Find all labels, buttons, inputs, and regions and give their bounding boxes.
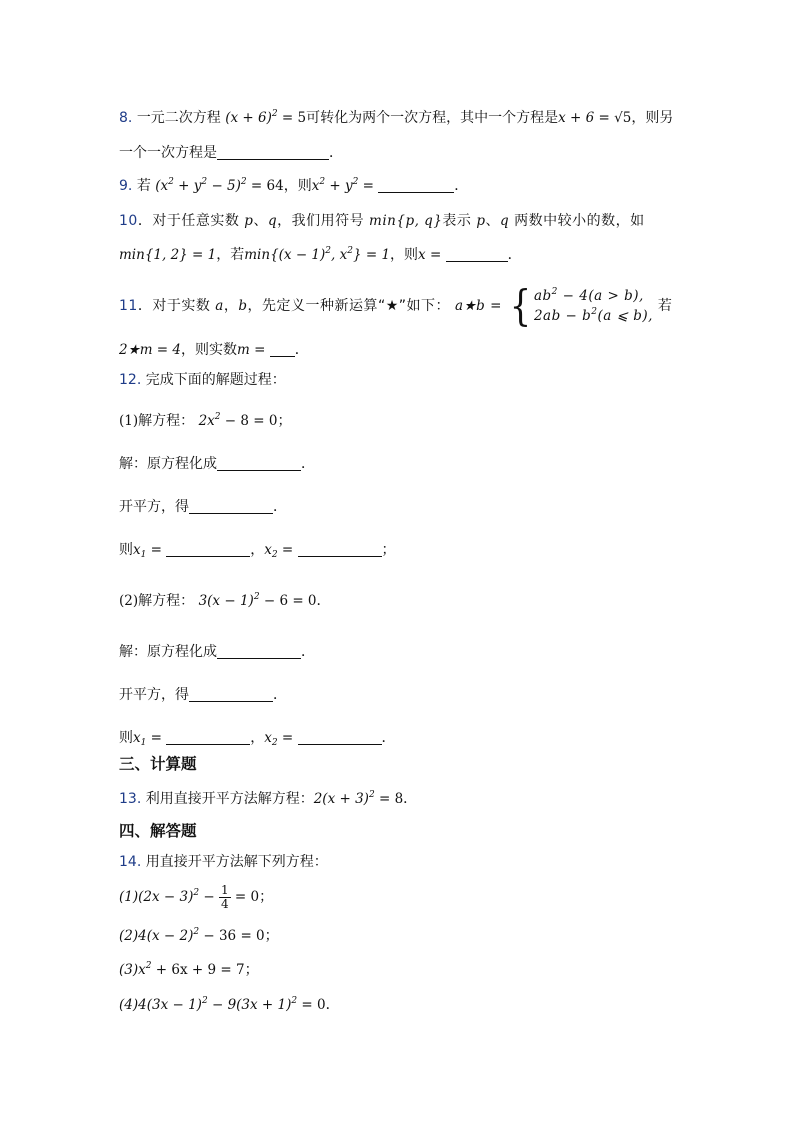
question-12-title: 12. 完成下面的解题过程： [119, 372, 286, 388]
question-8-line-1: 8. 一元二次方程 $(x + 6)^2 = 5$可转化为两个一次方程，其中一个方程是x + 6 = √5，则另 [119, 109, 674, 126]
question-number: 12. [119, 372, 142, 388]
answer-blank[interactable] [378, 178, 454, 193]
question-12-part-1: (1)解方程： $2x^2 - 8 = 0$； [119, 412, 292, 429]
question-number: 9. [119, 178, 133, 194]
question-number: 14. [119, 854, 142, 870]
answer-blank-x1[interactable] [166, 730, 250, 745]
question-14-part-1: $(1)(2x - 3)^2$ − $\frac{1}{4}$ = 0； [119, 882, 274, 911]
question-13: 13. 利用直接开平方法解方程：$2(x + 3)^2 = 8$． [119, 790, 418, 807]
question-9: 9. 若 $(x^2 + y^2 - 5)^2 = 64$，则$x^2 + y^2$ = ． [119, 177, 469, 194]
question-14-title: 14. 用直接开平方法解下列方程： [119, 854, 328, 870]
fraction-one-quarter: $\frac{1}{4}$ [220, 882, 229, 911]
question-14-part-3: $(3)x^2 + 6x + 9 = 7$； [119, 961, 259, 978]
section-3-heading: 三、计算题 [119, 755, 197, 773]
question-12-part-1-step-3: 则$x_1$ = ，$x_2$ = ； [119, 542, 396, 560]
question-12-part-2-step-1: 解：原方程化成 ． [119, 644, 315, 660]
question-11-line-1: 11．对于实数 a，b，先定义一种新运算“★”如下： a★b = { $ab^2 - 4(a > b)$, $2ab - b^2(a$ ⩽ b), 若 [119, 281, 673, 330]
question-number: 11 [119, 298, 138, 314]
cases-brace: { [509, 281, 532, 330]
question-14-part-4: $(4)4(3x - 1)^2 - 9(3x + 1)^2 = 0$． [119, 996, 340, 1013]
answer-blank-x1[interactable] [166, 542, 250, 557]
cases-definition: $ab^2 - 4(a > b)$, $2ab - b^2(a$ ⩽ b), [533, 287, 653, 324]
question-12-part-1-step-2: 开平方，得 ． [119, 499, 287, 515]
answer-blank[interactable] [217, 456, 301, 471]
question-10-line-1: 10．对于任意实数 p、q，我们用符号 min{p, q}表示 p、q 两数中较小的数，如 [119, 213, 645, 229]
question-8-line-2: 一个一次方程是 ． [119, 145, 343, 161]
answer-blank[interactable] [189, 499, 273, 514]
question-10-line-2: min{1, 2} = 1，若$\min\{(x - 1)^2$, $x^2\} = 1$，则x = ． [119, 246, 522, 263]
question-number: 10 [119, 213, 138, 229]
question-12-part-1-step-1: 解：原方程化成 ． [119, 456, 315, 472]
question-12-part-2-step-3: 则$x_1$ = ，$x_2$ = ． [119, 730, 396, 748]
answer-blank[interactable] [270, 342, 295, 357]
question-12-part-2: (2)解方程： $3(x - 1)^2 - 6 = 0$． [119, 592, 331, 609]
question-11-line-2: 2★m = 4，则实数m = ． [119, 342, 309, 358]
section-4-heading: 四、解答题 [119, 822, 197, 840]
question-12-part-2-step-2: 开平方，得 ． [119, 687, 287, 703]
answer-blank-x2[interactable] [298, 730, 382, 745]
question-14-part-2: $(2)4(x - 2)^2 - 36 = 0$； [119, 927, 279, 944]
answer-blank[interactable] [446, 247, 508, 262]
question-number: 13. [119, 791, 142, 807]
answer-blank[interactable] [189, 687, 273, 702]
answer-blank-x2[interactable] [298, 542, 382, 557]
answer-blank[interactable] [217, 644, 301, 659]
answer-blank[interactable] [217, 145, 329, 160]
question-number: 8. [119, 110, 133, 126]
